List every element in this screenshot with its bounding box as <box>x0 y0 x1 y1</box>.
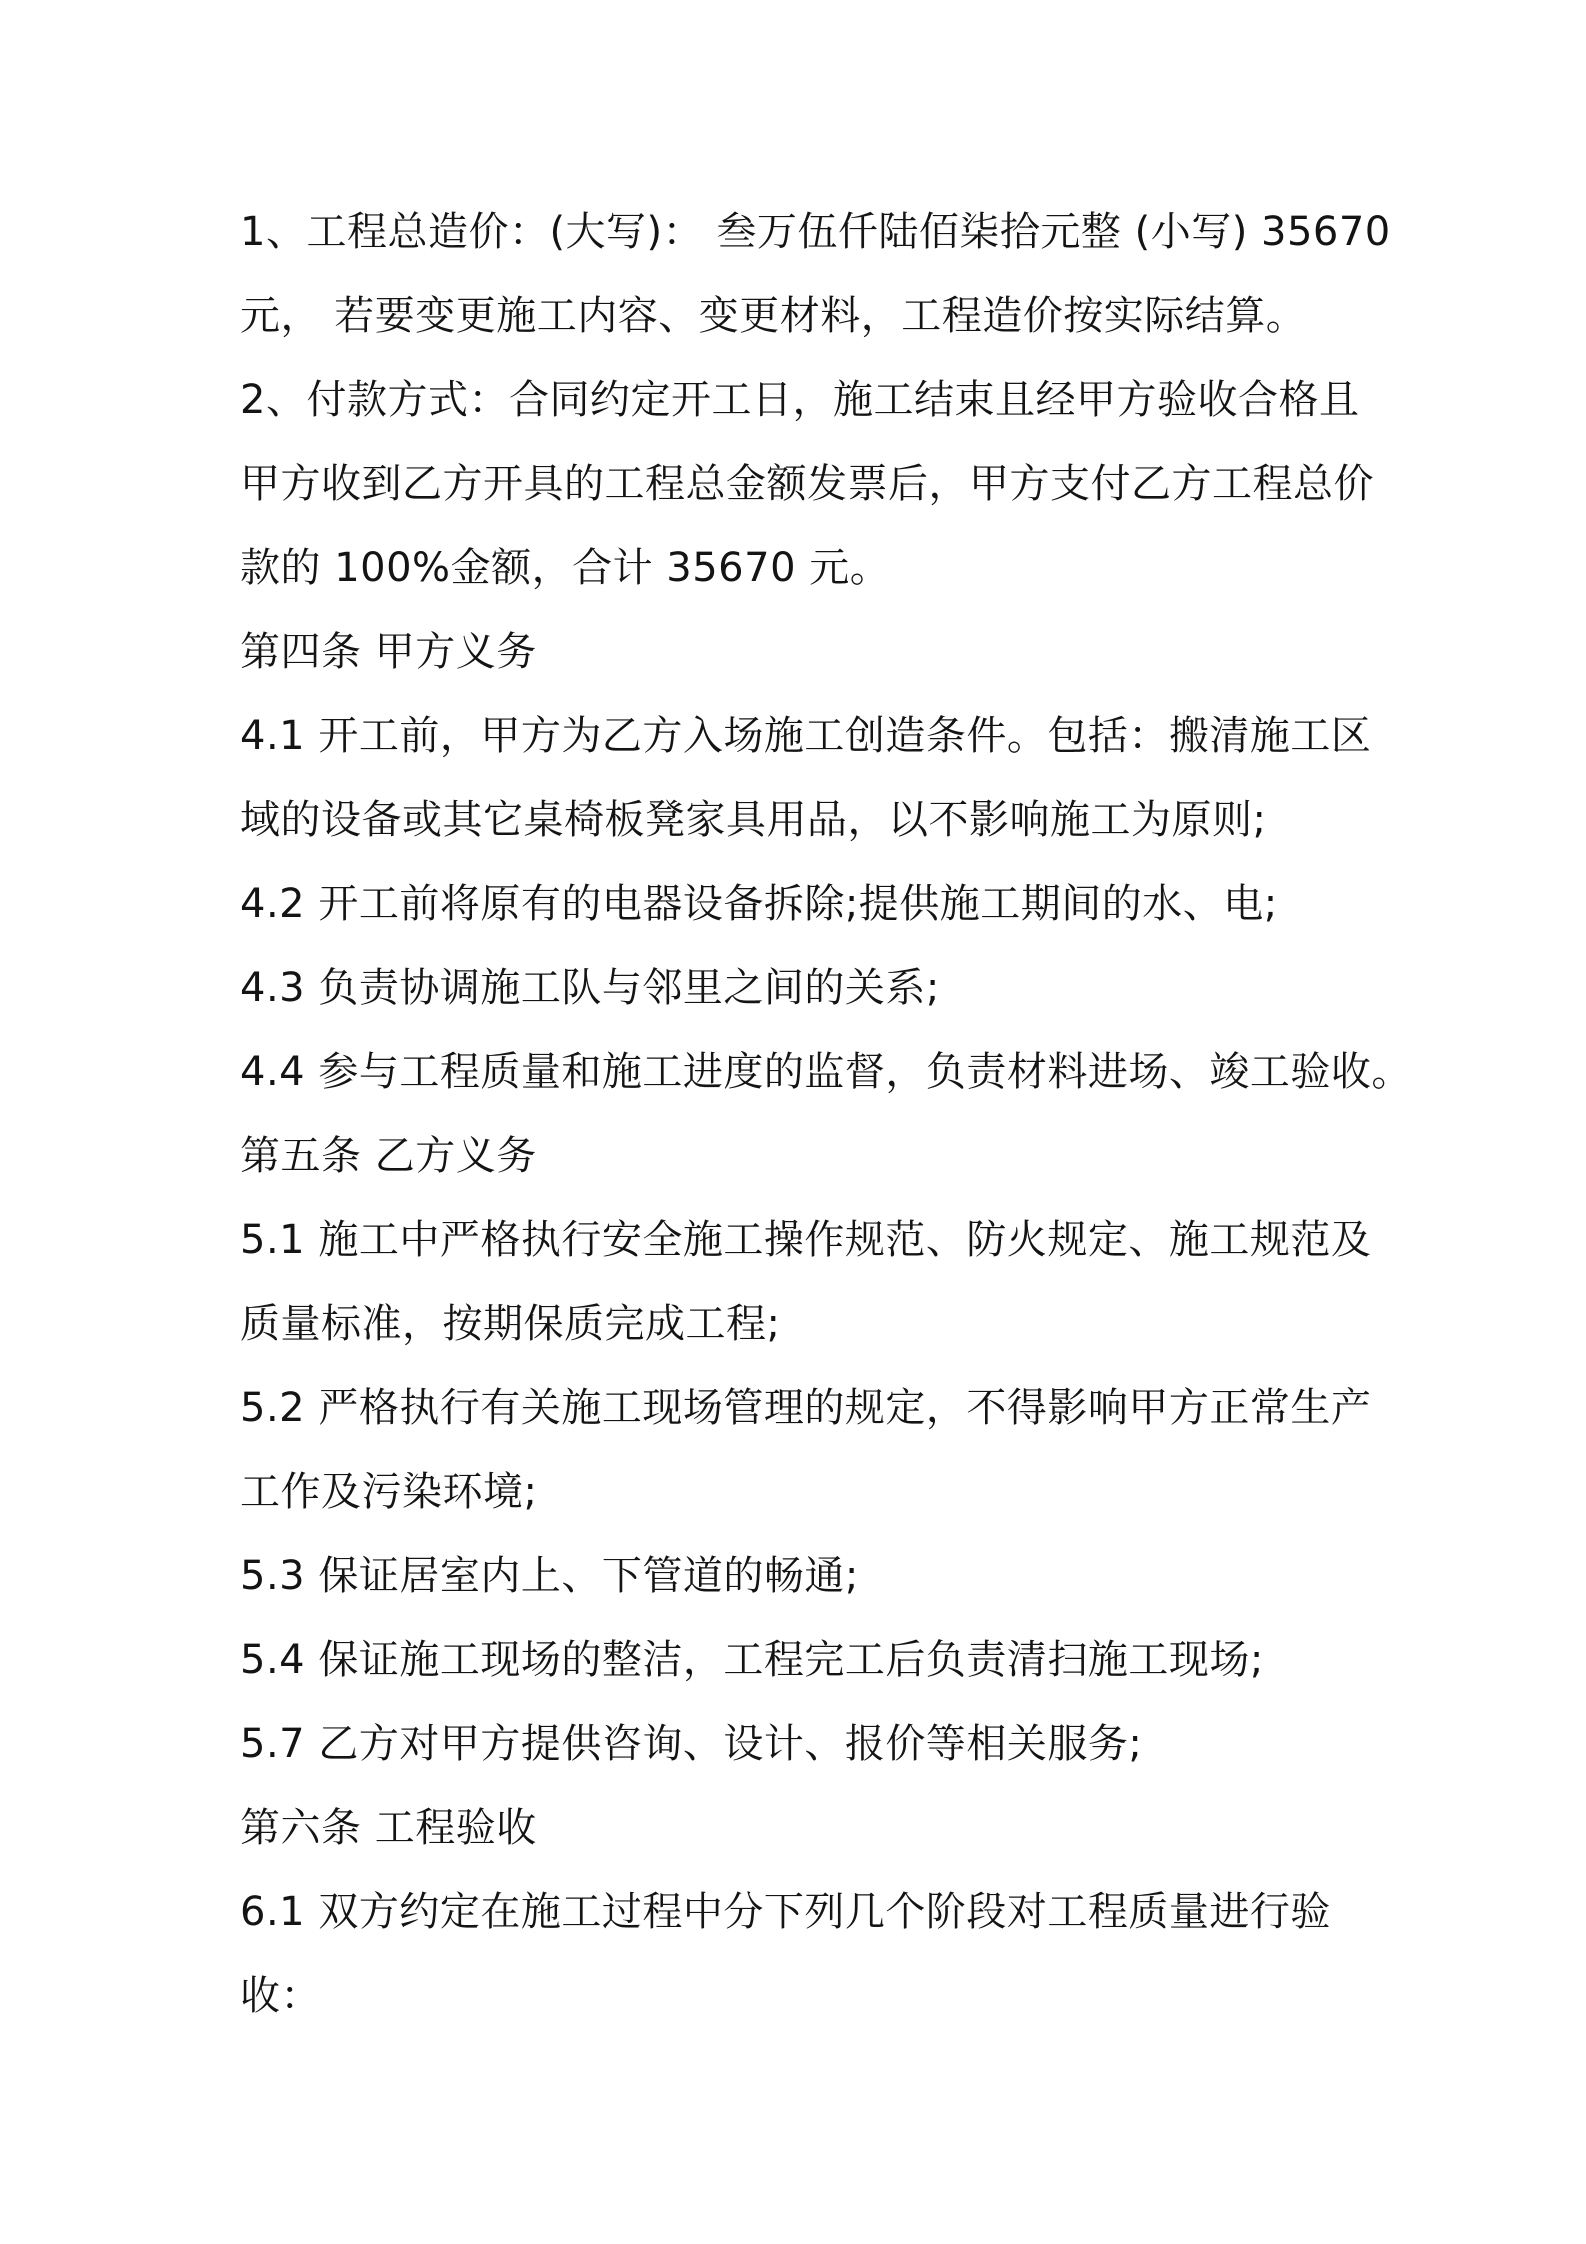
text-line: 质量标准，按期保质完成工程; <box>240 1301 781 1347</box>
text-line: 4.2 开工前将原有的电器设备拆除;提供施工期间的水、电; <box>240 881 1278 927</box>
text-line: 5.3 保证居室内上、下管道的畅通; <box>240 1553 859 1599</box>
text-line: 6.1 双方约定在施工过程中分下列几个阶段对工程质量进行验 <box>240 1889 1331 1935</box>
text-line: 款的 100%金额，合计 35670 元。 <box>240 545 891 591</box>
text-line: 5.7 乙方对甲方提供咨询、设计、报价等相关服务; <box>240 1721 1143 1767</box>
text-line: 收： <box>240 1973 321 2019</box>
text-line: 4.3 负责协调施工队与邻里之间的关系; <box>240 965 940 1011</box>
text-line: 1、工程总造价：(大写)： 叁万伍仟陆佰柒拾元整 (小写) 35670 <box>240 209 1391 255</box>
text-line: 甲方收到乙方开具的工程总金额发票后，甲方支付乙方工程总价 <box>240 461 1374 507</box>
section-heading: 第四条 甲方义务 <box>240 629 537 675</box>
section-heading: 第五条 乙方义务 <box>240 1133 537 1179</box>
text-line: 5.2 严格执行有关施工现场管理的规定，不得影响甲方正常生产 <box>240 1385 1372 1431</box>
section-heading: 第六条 工程验收 <box>240 1805 537 1851</box>
text-line: 4.4 参与工程质量和施工进度的监督，负责材料进场、竣工验收。 <box>240 1049 1412 1095</box>
text-line: 域的设备或其它桌椅板凳家具用品，以不影响施工为原则; <box>240 797 1267 843</box>
contract-text-body <box>240 190 1412 2038</box>
text-line: 2、付款方式：合同约定开工日，施工结束且经甲方验收合格且 <box>240 377 1360 423</box>
text-line: 4.1 开工前，甲方为乙方入场施工创造条件。包括：搬清施工区 <box>240 713 1372 759</box>
text-line: 元， 若要变更施工内容、变更材料，工程造价按实际结算。 <box>240 293 1307 339</box>
text-line: 工作及污染环境; <box>240 1469 538 1515</box>
text-line: 5.4 保证施工现场的整洁，工程完工后负责清扫施工现场; <box>240 1637 1264 1683</box>
text-line: 5.1 施工中严格执行安全施工操作规范、防火规定、施工规范及 <box>240 1217 1372 1263</box>
